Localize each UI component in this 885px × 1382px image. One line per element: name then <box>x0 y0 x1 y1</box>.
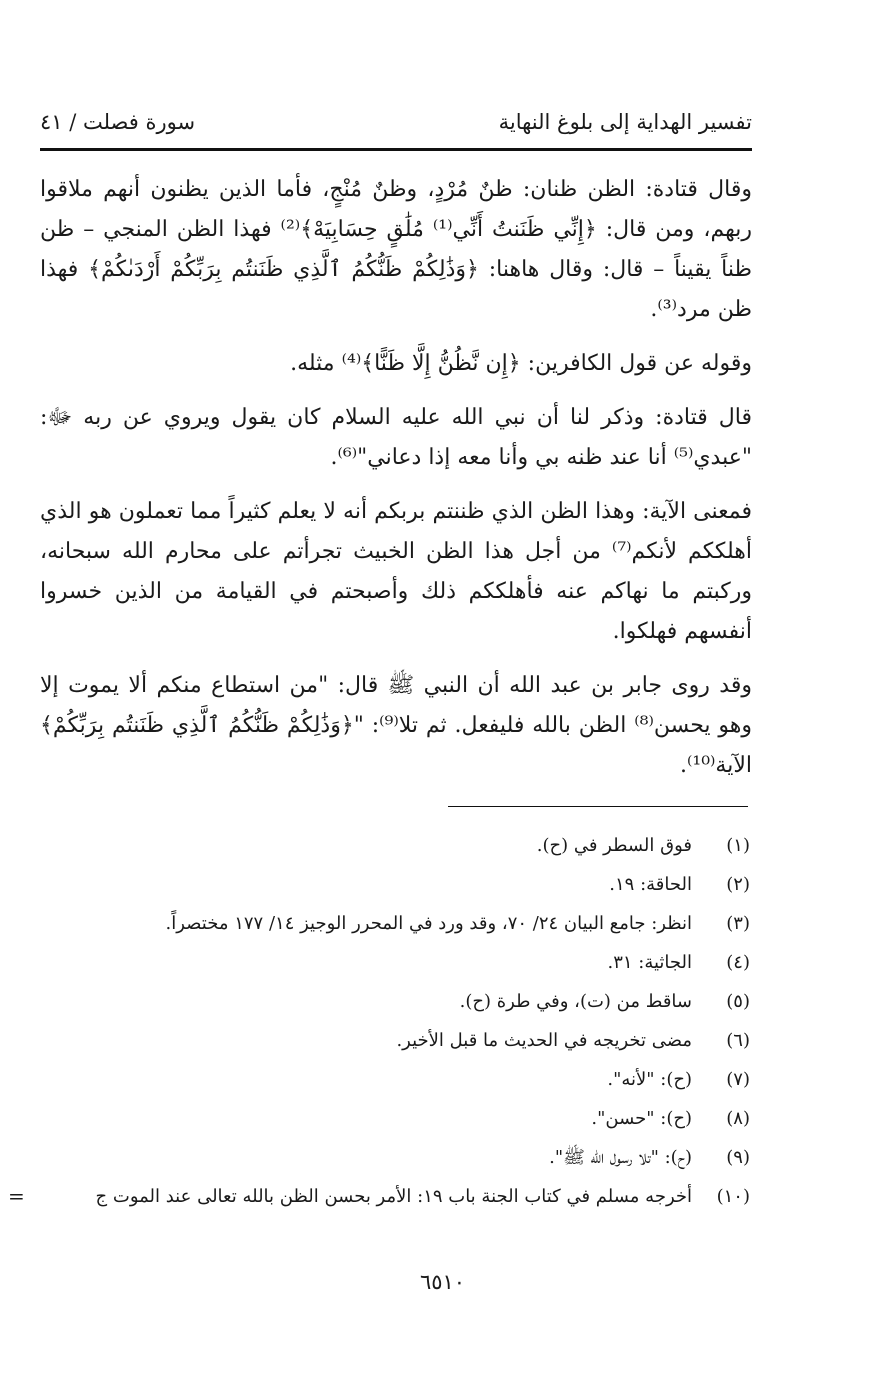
continuation-mark: = <box>8 1184 25 1208</box>
footnote-text: الجاثية: ٣١. <box>607 952 692 973</box>
footnote-item <box>40 1099 752 1138</box>
footnote-number: (٧) <box>726 1069 750 1090</box>
footnote-item <box>40 865 752 904</box>
footnote-item <box>40 1021 752 1060</box>
footnotes <box>40 826 752 1216</box>
header-rule <box>40 148 752 151</box>
footnote-number: (٨) <box>726 1108 750 1129</box>
paragraph: فمعنى الآية: وهذا الظن الذي ظننتم بربكم أنه لا يعلم كثيراً مما تعملون هو الذي أهلككم لأنكم⁽⁷⁾ من أجل هذا الظن الخبيث تجرأتم على محارم الله سبحانه، وركبتم ما نهاكم عنه فأهلككم ذلك وأصبحتم في القيامة من الذين خسروا أنفسهم فهلكوا. <box>40 499 752 644</box>
footnote-number: (١) <box>726 835 750 856</box>
footnote-text: فوق السطر في (ح). <box>536 835 692 856</box>
footnote-text: مضى تخريجه في الحديث ما قبل الأخير. <box>396 1030 692 1051</box>
running-header <box>40 110 752 146</box>
footnote-number: (١٠) <box>716 1186 750 1207</box>
footnote-number: (٢) <box>726 874 750 895</box>
paragraph: قال قتادة: وذكر لنا أن نبي الله عليه السلام كان يقول ويروي عن ربه ﷻ: "عبدي⁽⁵⁾ أنا عند ظنه بي وأنا معه إذا دعاني"⁽⁶⁾. <box>40 405 752 470</box>
footnote-divider <box>448 806 748 807</box>
footnote-item <box>40 943 752 982</box>
footnote-item <box>40 1060 752 1099</box>
footnote-text: انظر: جامع البيان ٢٤/ ٧٠، وقد ورد في المحرر الوجيز ١٤/ ١٧٧ مختصراً. <box>165 913 692 934</box>
footnote-item <box>40 826 752 865</box>
footnote-number: (٤) <box>726 952 750 973</box>
paragraph: وقوله عن قول الكافرين: ﴿إِن نَّظُنُّ إِلَّا ظَنًّا﴾⁽⁴⁾ مثله. <box>290 351 752 376</box>
footnote-text: ساقط من (ت)، وفي طرة (ح). <box>459 991 692 1012</box>
surah-label: سورة فصلت / ٤١ <box>40 110 196 134</box>
footnote-number: (٦) <box>726 1030 750 1051</box>
footnote-item <box>40 1138 752 1177</box>
footnote-number: (٩) <box>726 1147 750 1168</box>
footnote-item <box>40 1177 752 1216</box>
footnote-text: (ح): "تلا رسول الله ﷺ". <box>549 1147 692 1168</box>
paragraph: وقد روى جابر بن عبد الله أن النبي ﷺ قال: "من استطاع منكم ألا يموت إلا وهو يحسن⁽⁸⁾ الظن بالله فليفعل. ثم تلا⁽⁹⁾: "﴿وَذَٰلِكُمْ ظَنُّكُمُ ٱلَّذِي ظَنَنتُم بِرَبِّكُمْ﴾ الآية⁽¹⁰⁾. <box>40 673 753 778</box>
footnote-number: (٥) <box>726 991 750 1012</box>
paragraph: وقال قتادة: الظن ظنان: ظنٌ مُرْدٍ، وظنٌ مُنْجٍ، فأما الذين يظنون أنهم ملاقوا ربهم، ومن قال: ﴿إِنِّي ظَنَنتُ أَنِّي⁽¹⁾ مُلَٰقٍ حِسَابِيَهْ﴾⁽²⁾ فهذا الظن المنجي – ظن ظناً يقيناً – قال: وقال هاهنا: ﴿وَذَٰلِكُمْ ظَنُّكُمُ ٱلَّذِي ظَنَنتُم بِرَبِّكُمْ أَرْدَىٰكُمْ﴾ فهذا ظن مرد⁽³⁾. <box>40 177 752 322</box>
footnote-number: (٣) <box>726 913 750 934</box>
footnote-text: (ح): "حسن". <box>591 1108 692 1129</box>
book-title: تفسير الهداية إلى بلوغ النهاية <box>498 110 752 134</box>
footnote-item <box>40 982 752 1021</box>
footnote-text: أخرجه مسلم في كتاب الجنة باب ١٩: الأمر بحسن الظن بالله تعالى عند الموت ج <box>95 1186 692 1207</box>
footnote-text: (ح): "لأنه". <box>607 1069 692 1090</box>
main-text <box>40 170 752 800</box>
footnote-text: الحاقة: ١٩. <box>609 874 692 895</box>
page-number: ٦٥١٠ <box>419 1270 466 1294</box>
footnote-item <box>40 904 752 943</box>
